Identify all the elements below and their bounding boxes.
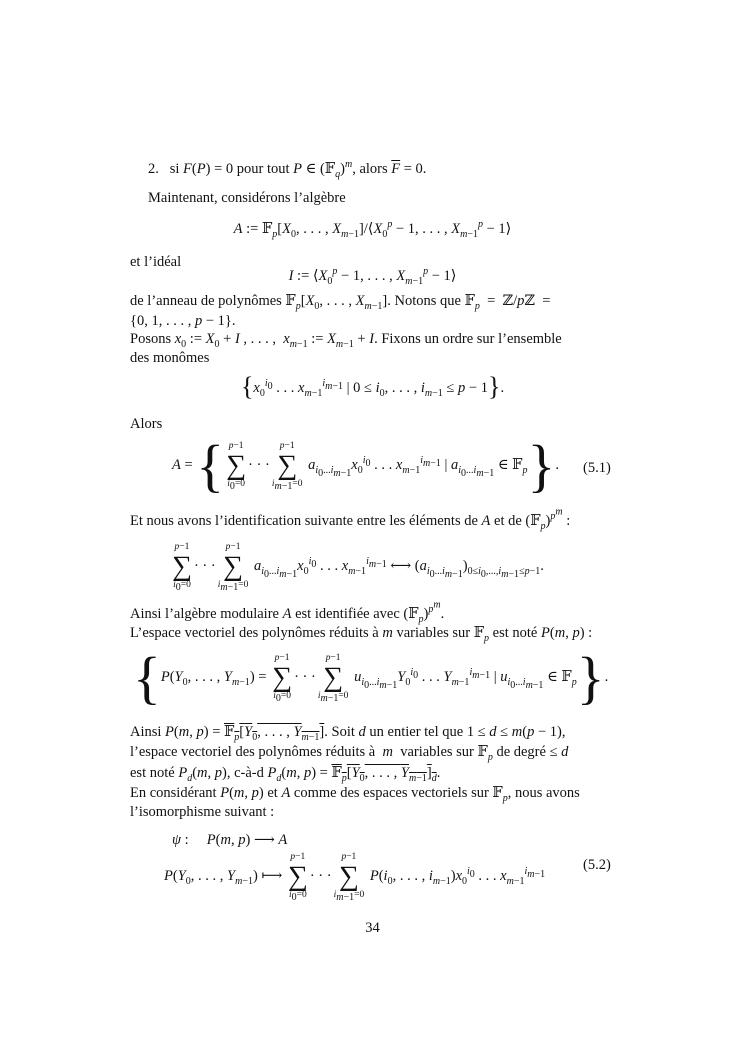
considerant-line-1: En considérant P(m, p) et A comme des espaces vectoriels sur 𝔽$_p$, nous avons (130, 785, 580, 804)
intro-paragraph: Maintenant, considérons l’algèbre (148, 190, 346, 206)
item-2-number: 2. (148, 161, 159, 177)
algebra-definition: A := $𝔽_p[X_0$, . . . , $X_{m-1}]/⟨X_0^p - 1$, . . . , $X_{m-1}^p$ − 1⟩ (233, 219, 512, 240)
equation-5-1: A = { p−1 ∑ $i_0=0$ · · · p−1 ∑ $i_{m-1}=0$ $a_{i_0...i_{m-1}}x_0^{i_0}$ . . . $x_{m-1}^{i_{m-1}}$ | $a_{i_0...i_{m-1}}$ ∈ 𝔽$_p$}. (172, 432, 559, 498)
espace-line: L’espace vectoriel des polynômes réduits à m variables sur 𝔽$_p$ est noté P(m, p) : (130, 625, 593, 644)
alors-text: Alors (130, 416, 163, 432)
item-2 (148, 161, 426, 178)
identification-equation: p−1 ∑ $i_0=0$ · · · p−1 ∑ $i_{m-1}=0$ $a_{i_0...i_{m-1}}x_0^{i_0}$ . . . $x_{m-1}^{i_{m-1}}$ ⟷ $(a_{i_0...i_{m-1}})_{0\le i_0,...,i_{m-1}\le p-1}$. (172, 542, 544, 593)
ring-line-1: de l’anneau de polynômes $𝔽_p[X_0$, . . . , $X_{m-1}$]. Notons que 𝔽$_p$ = ℤ/pℤ = (130, 293, 551, 312)
psi-definition: ψ : P(m, p) ⟶ A (172, 832, 288, 848)
ideal-intro: et l’idéal (130, 254, 182, 270)
page-number: 34 (365, 920, 380, 936)
psi-map: $P(Y_0$, . . . , $Y_{m-1}$) ⟼ p−1 ∑ $i_0=0$ · · · p−1 ∑ $i_{m-1}=0$ $P(i_0$, . . . , $i_{m-1})x_0^{i_0}$ . . . $x_{m-1}^{i_{m-1}}$ (164, 852, 546, 903)
equation-5-1-label: (5.1) (583, 460, 611, 476)
posons-line-2: des monômes (130, 350, 210, 366)
ring-line-2: {0, 1, . . . , p − 1}. (130, 313, 236, 329)
ideal-definition: I := $⟨X_0^p - 1$, . . . , $X_{m-1}^p$ − 1⟩ (288, 266, 457, 287)
considerant-line-2: l’isomorphisme suivant : (130, 804, 275, 820)
ainsi-p-line-3: est noté $P_d(m$, p), c-à-d $P_d(m$, $p) = 𝔽_p[Y_0$, . . . , $Y_{m-1}]_d$. (130, 765, 441, 784)
pmp-set-equation: {$P(Y_0$, . . . , $Y_{m-1}$) = p−1 ∑ $i_0=0$ · · · p−1 ∑ $i_{m-1}=0$ $u_{i_0...i_{m-1}}Y_0^{i_0}$ . . . $Y_{m-1}^{i_{m-1}}$ | $u_{i_0...i_{m-1}}$ ∈ 𝔽$_p$}. (133, 644, 609, 710)
ainsi-p-line-1: Ainsi P(m, $p) = 𝔽_p[Y_0$, . . . , $Y_{m-1}$]. Soit d un entier tel que 1 ≤ d ≤ m(p − 1), (130, 724, 566, 743)
ainsi-p-line-2: l’espace vectoriel des polynômes réduits à m variables sur 𝔽$_p$ de degré ≤ d (130, 744, 569, 763)
monomials-set: {$x_0^{i_0}$ . . . $x_{m-1}^{i_{m-1}}$ | $0 \le i_0$, . . . , $i_{m-1} \le p - 1$}. (240, 372, 505, 401)
identification-line: Et nous avons l’identification suivante entre les éléments de A et de (𝔽$_p$)$^{p^m}$ : (130, 507, 571, 533)
equation-5-2-label: (5.2) (583, 857, 611, 873)
item-2-text: si F(P) = 0 pour tout P ∈ (𝔽$_q$)$^m$, alors $\overline{F} = 0$. (162, 159, 427, 180)
posons-line-1: Posons $x_0$ := $X_0 + I$ , . . . , $x_{m-1}$ := $X_{m-1} + I$. Fixons un ordre sur l’ensemble (130, 331, 562, 350)
ainsi-modulaire: Ainsi l’algèbre modulaire A est identifiée avec (𝔽$_p$)$^{p^m}$. (130, 600, 445, 626)
